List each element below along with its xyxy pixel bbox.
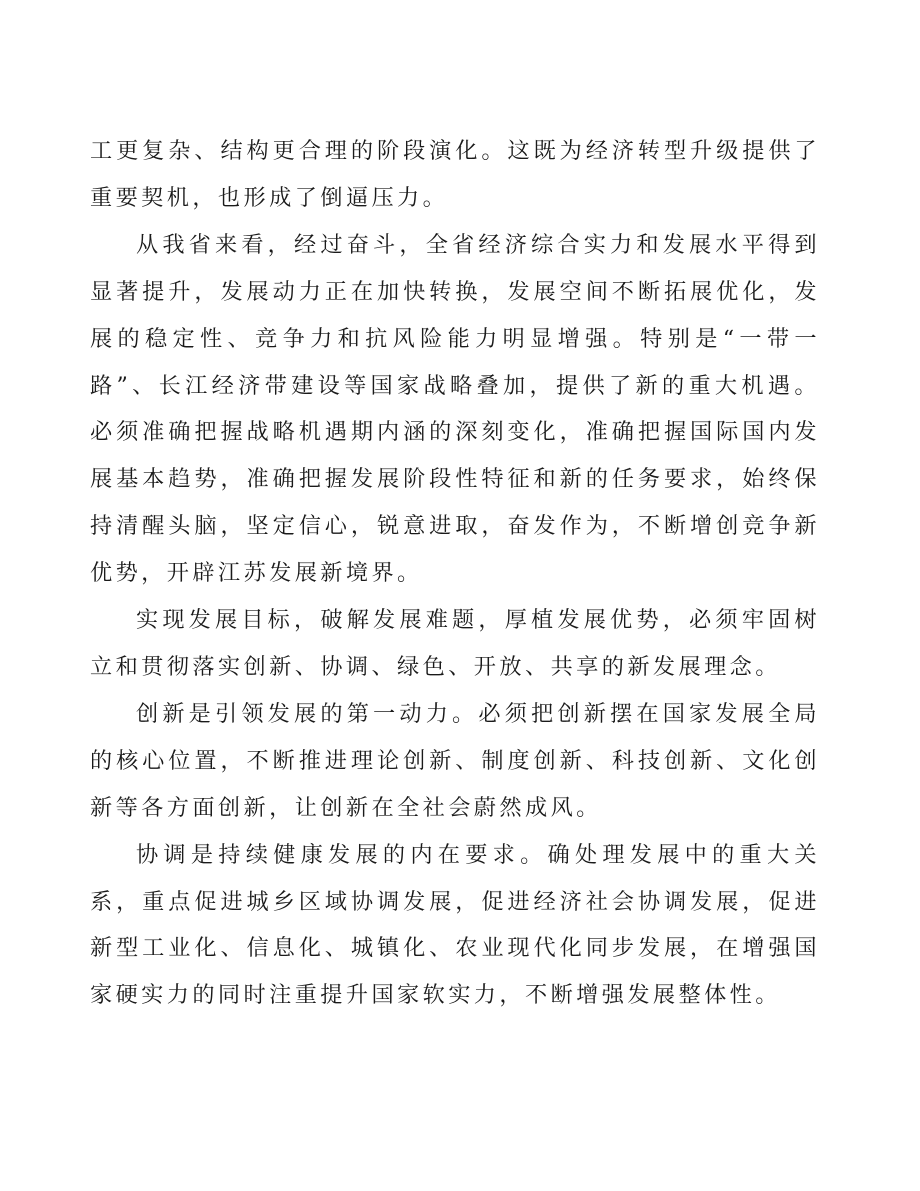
- paragraph-continued: 工更复杂、结构更合理的阶段演化。这既为经济转型升级提供了重要契机，也形成了倒逼压力。: [90, 138, 820, 211]
- document-body: [90, 128, 820, 1019]
- paragraph-development-concept: 实现发展目标，破解发展难题，厚植发展优势，必须牢固树立和贯彻落实创新、协调、绿色、开放、共享的新发展理念。: [90, 607, 820, 680]
- paragraph-province-outlook: 从我省来看，经过奋斗，全省经济综合实力和发展水平得到显著提升，发展动力正在加快转换，发展空间不断拓展优化，发展的稳定性、竞争力和抗风险能力明显增强。特别是“一带一路”、长江经济带建设等国家战略叠加，提供了新的重大机遇。必须准确把握战略机遇期内涵的深刻变化，准确把握国际国内发展基本趋势，准确把握发展阶段性特征和新的任务要求，始终保持清醒头脑，坚定信心，锐意进取，奋发作为，不断增创竞争新优势，开辟江苏发展新境界。: [90, 231, 820, 587]
- paragraph-coordination: 协调是持续健康发展的内在要求。确处理发展中的重大关系，重点促进城乡区域协调发展，促进经济社会协调发展，促进新型工业化、信息化、城镇化、农业现代化同步发展，在增强国家硬实力的同时注重提升国家软实力，不断增强发展整体性。: [90, 841, 820, 1009]
- paragraph-innovation: 创新是引领发展的第一动力。必须把创新摆在国家发展全局的核心位置，不断推进理论创新、制度创新、科技创新、文化创新等各方面创新，让创新在全社会蔚然成风。: [90, 700, 820, 821]
